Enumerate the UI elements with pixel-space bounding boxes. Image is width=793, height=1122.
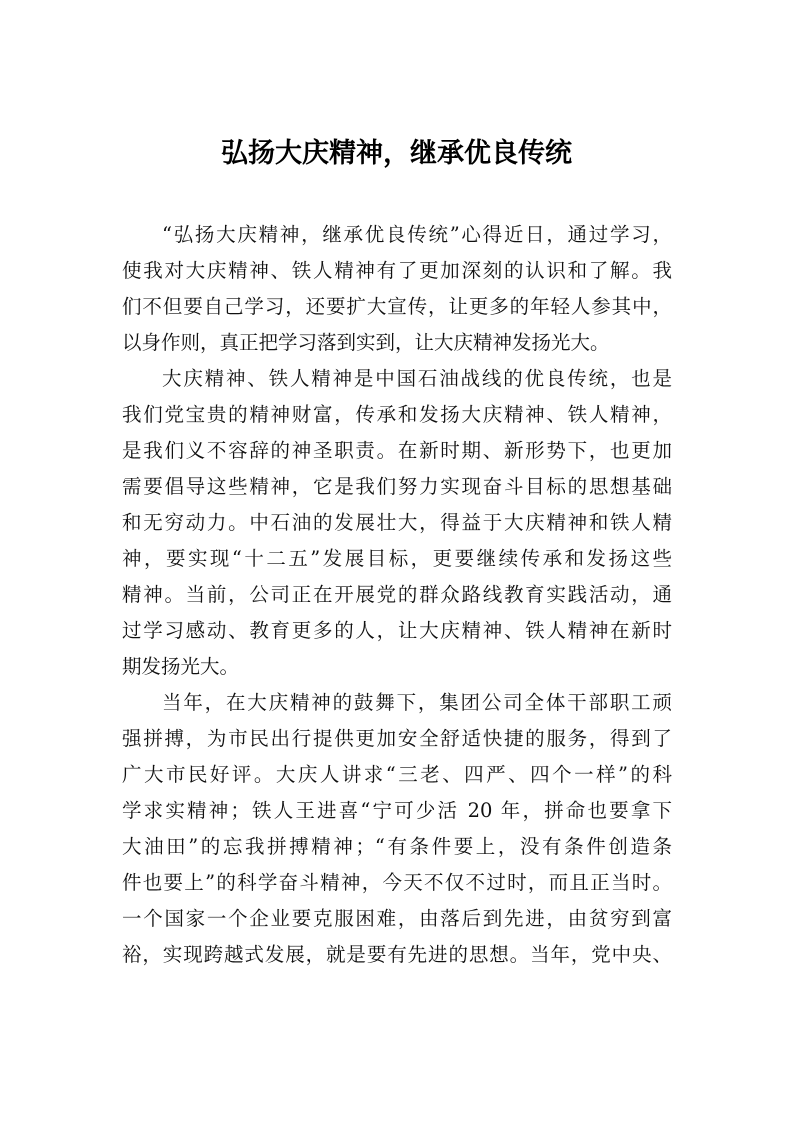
text-line: 精神。当前，公司正在开展党的群众路线教育实践活动，通 <box>122 583 672 606</box>
text-line: 件也要上”的科学奋斗精神，今天不仅不过时，而且正当时。 <box>122 871 672 894</box>
document-body <box>122 217 672 973</box>
text-line: 期发扬光大。 <box>122 655 240 678</box>
text-line: 和无穷动力。中石油的发展壮大，得益于大庆精神和铁人精 <box>122 511 672 534</box>
text-line: 我们党宝贵的精神财富，传承和发扬大庆精神、铁人精神， <box>122 403 672 426</box>
text-line: 裕，实现跨越式发展，就是要有先进的思想。当年，党中央、 <box>122 943 672 966</box>
document-title: 弘扬大庆精神，继承优良传统 <box>221 138 572 169</box>
paragraph-1 <box>122 217 672 361</box>
text-line: 是我们义不容辞的神圣职责。在新时期、新形势下，也更加 <box>122 439 672 462</box>
text-line: “弘扬大庆精神，继承优良传统”心得近日，通过学习， <box>162 223 672 246</box>
paragraph-3 <box>122 685 672 973</box>
text-line: 学求实精神；铁人王进喜“宁可少活 20 年，拼命也要拿下 <box>122 799 672 822</box>
text-line: 大庆精神、铁人精神是中国石油战线的优良传统，也是 <box>162 367 672 390</box>
text-line: 以身作则，真正把学习落到实到，让大庆精神发扬光大。 <box>122 331 610 354</box>
text-line: 们不但要自己学习，还要扩大宣传，让更多的年轻人参其中， <box>122 295 672 318</box>
text-line: 使我对大庆精神、铁人精神有了更加深刻的认识和了解。我 <box>122 259 672 282</box>
text-line: 需要倡导这些精神，它是我们努力实现奋斗目标的思想基础 <box>122 475 672 498</box>
paragraph-2 <box>122 361 672 685</box>
text-line: 当年，在大庆精神的鼓舞下，集团公司全体干部职工顽 <box>162 691 672 714</box>
text-line: 一个国家一个企业要克服困难，由落后到先进，由贫穷到富 <box>122 907 672 930</box>
text-line: 强拼搏，为市民出行提供更加安全舒适快捷的服务，得到了 <box>122 727 672 750</box>
text-line: 过学习感动、教育更多的人，让大庆精神、铁人精神在新时 <box>122 619 672 642</box>
text-line: 大油田”的忘我拼搏精神；“有条件要上，没有条件创造条 <box>122 835 672 858</box>
text-line: 广大市民好评。大庆人讲求“三老、四严、四个一样”的科 <box>122 763 672 786</box>
text-line: 神，要实现“十二五”发展目标，更要继续传承和发扬这些 <box>122 547 672 570</box>
